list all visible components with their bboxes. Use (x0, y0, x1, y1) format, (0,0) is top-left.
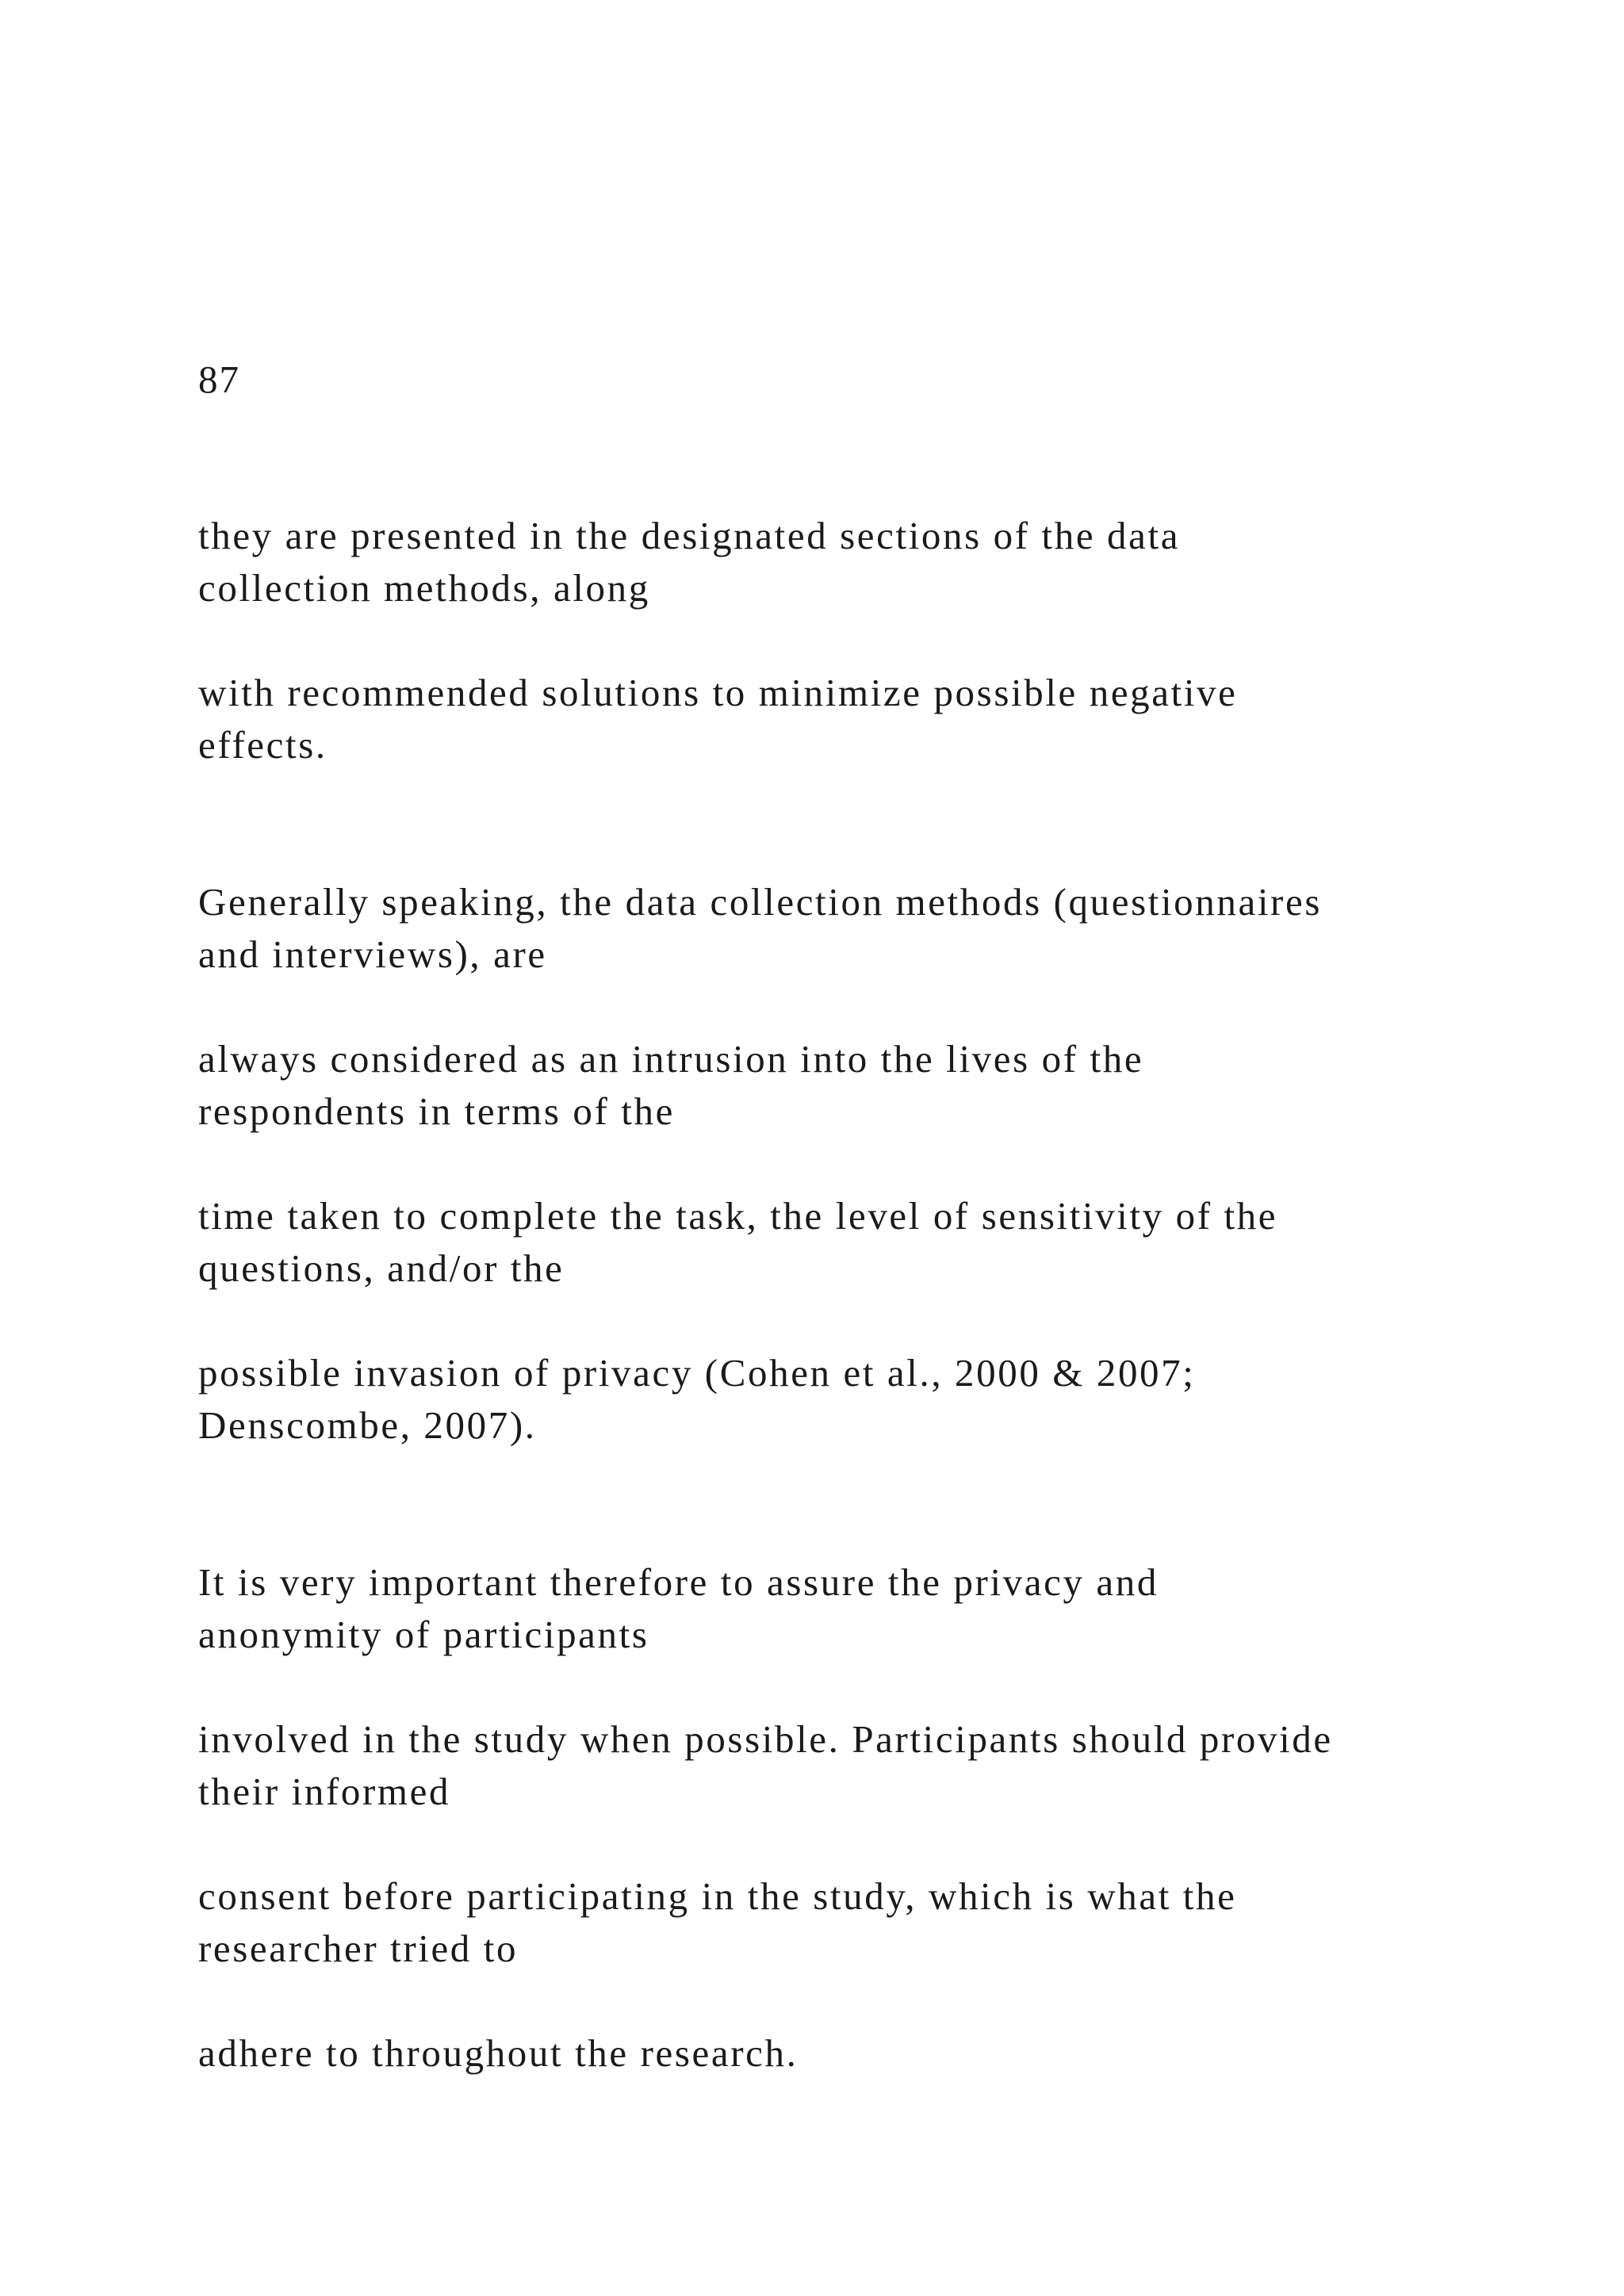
text-line: with recommended solutions to minimize possible negative (198, 671, 1238, 714)
text-line: questions, and/or the (198, 1246, 565, 1290)
page-number: 87 (198, 358, 240, 401)
text-line: possible invasion of privacy (Cohen et al., 2000 & 2007; (198, 1351, 1196, 1395)
text-line: their informed (198, 1770, 451, 1813)
text-line: time taken to complete the task, the level of sensitivity of the (198, 1194, 1278, 1238)
text-line: adhere to throughout the research. (198, 2031, 799, 2075)
text-line: Denscombe, 2007). (198, 1403, 537, 1447)
text-line: always considered as an intrusion into the lives of the (198, 1037, 1144, 1081)
text-line: effects. (198, 723, 327, 767)
text-line: they are presented in the designated sections of the data (198, 514, 1181, 557)
text-line: respondents in terms of the (198, 1089, 675, 1133)
text-line: anonymity of participants (198, 1613, 649, 1656)
text-line: It is very important therefore to assure the privacy and (198, 1560, 1159, 1604)
text-line: researcher tried to (198, 1927, 519, 1970)
text-line: involved in the study when possible. Participants should provide (198, 1717, 1333, 1761)
text-line: Generally speaking, the data collection methods (questionnaires (198, 880, 1322, 924)
text-line: consent before participating in the study, which is what the (198, 1874, 1237, 1918)
text-line: and interviews), are (198, 932, 547, 976)
text-line: collection methods, along (198, 566, 650, 610)
